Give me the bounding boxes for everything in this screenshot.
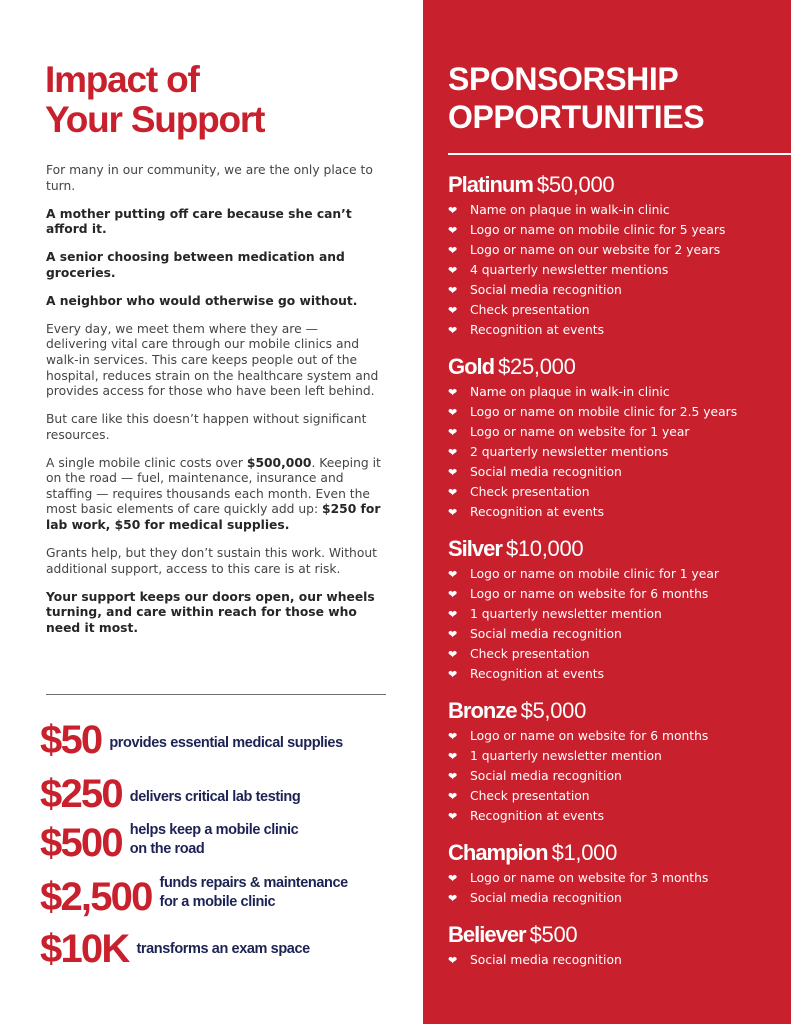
benefit-text: Recognition at events (470, 323, 605, 337)
tier-name: Champion (448, 840, 548, 865)
heart-icon: ❤ (448, 607, 458, 621)
heart-icon: ❤ (448, 405, 458, 419)
benefit-item (448, 888, 788, 908)
section-divider (46, 694, 386, 695)
impact-body (46, 163, 381, 649)
benefit-text: 4 quarterly newsletter mentions (470, 263, 669, 277)
tier-header (448, 922, 788, 950)
benefit-item (448, 402, 788, 422)
heart-icon: ❤ (448, 485, 458, 499)
benefit-list (448, 200, 788, 340)
tier-silver (448, 536, 788, 684)
tier-gold (448, 354, 788, 522)
story-senior: A senior choosing between medication and groceries. (46, 250, 345, 280)
heart-icon: ❤ (448, 465, 458, 479)
benefit-item (448, 746, 788, 766)
tier-champion (448, 840, 788, 908)
mission-paragraph: Every day, we meet them where they are — delivering vital care through our mobile clinics and walk-in services. This care keeps people out of the hospital, reduces strain on the healthcare system and provides access for those who have been left behind. (46, 321, 379, 399)
impact-amount: $10K (40, 927, 129, 971)
heart-icon: ❤ (448, 263, 458, 277)
benefit-item (448, 786, 788, 806)
grants-paragraph: Grants help, but they don’t sustain this work. Without additional support, access to this care is at risk. (46, 546, 377, 576)
basic-costs: $250 for lab work, $50 for medical supplies. (46, 502, 381, 533)
tier-header (448, 172, 788, 200)
costs-text-b: . Keeping it on the road — fuel, maintenance, insurance and staffing — requires thousands each month. Even the most basic elements of care quickly add up: (46, 455, 381, 517)
benefit-item (448, 280, 788, 300)
benefit-item (448, 442, 788, 462)
costs-paragraph (46, 456, 381, 534)
closing-paragraph: Your support keeps our doors open, our wheels turning, and care within reach for those who need it most. (46, 589, 375, 635)
benefit-item (448, 260, 788, 280)
heart-icon: ❤ (448, 283, 458, 297)
tier-name: Believer (448, 922, 526, 947)
benefit-item (448, 766, 788, 786)
heart-icon: ❤ (448, 243, 458, 257)
benefit-list (448, 950, 788, 970)
tier-header (448, 840, 788, 868)
tier-header (448, 698, 788, 726)
heart-icon: ❤ (448, 953, 458, 967)
benefit-item (448, 240, 788, 260)
impact-description: funds repairs & maintenance for a mobile clinic (159, 875, 348, 910)
benefit-text: Logo or name on mobile clinic for 5 years (470, 223, 726, 237)
benefit-text: Social media recognition (470, 891, 622, 905)
impact-amount: $2,500 (40, 875, 152, 919)
tier-price: $1,000 (551, 840, 618, 865)
benefit-list (448, 564, 788, 684)
benefit-item (448, 482, 788, 502)
heart-icon: ❤ (448, 769, 458, 783)
benefit-item (448, 320, 788, 340)
benefit-item (448, 868, 788, 888)
tier-name: Bronze (448, 698, 517, 723)
heart-icon: ❤ (448, 303, 458, 317)
benefit-text: Social media recognition (470, 283, 622, 297)
benefit-item (448, 806, 788, 826)
tier-price: $50,000 (536, 172, 615, 197)
benefit-text: 1 quarterly newsletter mention (470, 607, 662, 621)
sponsorship-divider (448, 153, 791, 155)
sponsorship-panel (423, 0, 791, 1024)
heart-icon: ❤ (448, 425, 458, 439)
benefit-item (448, 462, 788, 482)
tier-price: $25,000 (498, 354, 576, 379)
benefit-text: Social media recognition (470, 769, 622, 783)
impact-amount: $500 (40, 821, 122, 865)
benefit-text: Logo or name on website for 6 months (470, 587, 709, 601)
heart-icon: ❤ (448, 647, 458, 661)
heart-icon: ❤ (448, 789, 458, 803)
impact-description: helps keep a mobile clinic on the road (129, 822, 299, 857)
benefit-text: Check presentation (470, 303, 590, 317)
impact-item (40, 821, 298, 865)
benefit-item (448, 624, 788, 644)
impact-amount: $250 (40, 772, 122, 816)
benefit-item (448, 950, 788, 970)
heart-icon: ❤ (448, 223, 458, 237)
tier-price: $500 (529, 922, 578, 947)
impact-amount: $50 (40, 718, 102, 762)
heart-icon: ❤ (448, 749, 458, 763)
benefit-text: Check presentation (470, 647, 590, 661)
heart-icon: ❤ (448, 203, 458, 217)
benefit-item (448, 200, 788, 220)
story-mother: A mother putting off care because she can’t afford it. (46, 206, 352, 237)
story-neighbor: A neighbor who would otherwise go without. (46, 293, 358, 308)
benefit-text: Logo or name on our website for 2 years (470, 243, 721, 257)
impact-description: delivers critical lab testing (129, 788, 301, 805)
heart-icon: ❤ (448, 891, 458, 905)
page-title (45, 60, 405, 140)
tier-header (448, 354, 788, 382)
title-line-2: Your Support (45, 99, 265, 140)
benefit-text: 1 quarterly newsletter mention (470, 749, 662, 763)
benefit-text: Logo or name on mobile clinic for 2.5 years (470, 405, 738, 419)
benefit-text: 2 quarterly newsletter mentions (470, 445, 669, 459)
impact-description: provides essential medical supplies (109, 734, 343, 751)
heart-icon: ❤ (448, 505, 458, 519)
benefit-text: Recognition at events (470, 505, 605, 519)
heart-icon: ❤ (448, 385, 458, 399)
benefit-text: Recognition at events (470, 809, 605, 823)
tier-price: $5,000 (520, 698, 587, 723)
heart-icon: ❤ (448, 587, 458, 601)
costs-text-a: A single mobile clinic costs over (46, 455, 247, 470)
heart-icon: ❤ (448, 729, 458, 743)
benefit-text: Check presentation (470, 789, 590, 803)
tier-name: Platinum (448, 172, 533, 197)
benefit-list (448, 382, 788, 522)
sponsorship-title: SPONSORSHIP OPPORTUNITIES (448, 61, 705, 135)
benefit-list (448, 726, 788, 826)
intro-paragraph: For many in our community, we are the only place to turn. (46, 163, 373, 193)
benefit-text: Logo or name on website for 6 months (470, 729, 709, 743)
benefit-item (448, 502, 788, 522)
benefit-text: Social media recognition (470, 465, 622, 479)
benefit-item (448, 664, 788, 684)
benefit-item (448, 644, 788, 664)
benefit-text: Name on plaque in walk-in clinic (470, 203, 670, 217)
impact-item (40, 927, 310, 971)
heart-icon: ❤ (448, 809, 458, 823)
benefit-text: Check presentation (470, 485, 590, 499)
benefit-text: Logo or name on mobile clinic for 1 year (470, 567, 719, 581)
impact-description: transforms an exam space (136, 940, 310, 957)
benefit-text: Social media recognition (470, 953, 622, 967)
tier-believer (448, 922, 788, 970)
benefit-item (448, 564, 788, 584)
benefit-text: Recognition at events (470, 667, 605, 681)
impact-item (40, 875, 348, 919)
benefit-list (448, 868, 788, 908)
benefit-item (448, 382, 788, 402)
tier-price: $10,000 (505, 536, 584, 561)
tier-name: Gold (448, 354, 495, 379)
heart-icon: ❤ (448, 445, 458, 459)
benefit-item (448, 584, 788, 604)
heart-icon: ❤ (448, 871, 458, 885)
clinic-cost: $500,000 (246, 455, 312, 470)
resources-paragraph: But care like this doesn’t happen without significant resources. (46, 412, 367, 442)
tier-bronze (448, 698, 788, 826)
heart-icon: ❤ (448, 323, 458, 337)
benefit-item (448, 726, 788, 746)
impact-item (40, 718, 343, 762)
benefit-text: Logo or name on website for 1 year (470, 425, 690, 439)
benefit-text: Social media recognition (470, 627, 622, 641)
tier-name: Silver (448, 536, 502, 561)
tier-platinum (448, 172, 788, 340)
benefit-text: Logo or name on website for 3 months (470, 871, 709, 885)
benefit-item (448, 604, 788, 624)
tier-header (448, 536, 788, 564)
benefit-item (448, 220, 788, 240)
benefit-item (448, 300, 788, 320)
heart-icon: ❤ (448, 627, 458, 641)
benefit-text: Name on plaque in walk-in clinic (470, 385, 670, 399)
benefit-item (448, 422, 788, 442)
heart-icon: ❤ (448, 567, 458, 581)
heart-icon: ❤ (448, 667, 458, 681)
impact-item (40, 772, 300, 816)
title-line-1: Impact of (45, 59, 199, 100)
